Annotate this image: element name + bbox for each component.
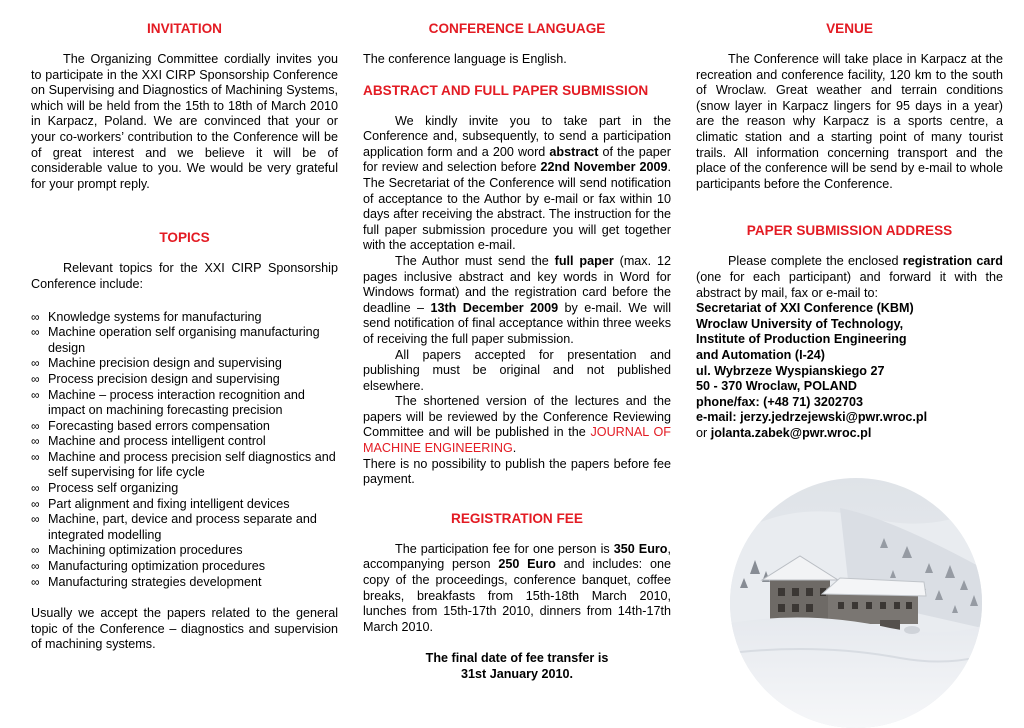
infinity-bullet-icon: ∞ [31, 559, 40, 574]
infinity-bullet-icon: ∞ [31, 512, 40, 527]
topics-heading: TOPICS [159, 230, 210, 246]
infinity-bullet-icon: ∞ [31, 325, 40, 340]
infinity-bullet-icon: ∞ [31, 496, 40, 511]
infinity-bullet-icon: ∞ [31, 356, 40, 371]
venue-text: The Conference will take place in Karpacz at the recreation and conference facility, 120 km to the south of Wroclaw. Great weather and terrain conditions (snow layer in Karpacz lingers for 95 days in a year) are the reason why Karpacz is a sports centre, a climatic station and a starting point of many tourist trails. All information concerning transport and the place of the conference will be send by e-mail to whole participants before the Conference. [696, 52, 1003, 191]
column-middle [363, 20, 671, 683]
phone-fax: phone/fax: (+48 71) 3202703 [696, 394, 863, 409]
fee-heading: REGISTRATION FEE [451, 510, 583, 526]
postal-address: Secretariat of XXI Conference (KBM) Wroclaw University of Technology, Institute of Production Engineering and Automation (I-24) ul. Wybrzeze Wyspianskiego 27 50 - 370 Wroclaw, POLAND phone/fax: (+48 71) 3202703 e-mail: jerzy.jedrzejewski@pwr.wroc.pl or jolanta.zabek@pwr.wroc.pl [696, 301, 928, 440]
topic-item: ∞ Forecasting based errors compensation [31, 418, 270, 433]
infinity-bullet-icon: ∞ [31, 574, 40, 589]
infinity-bullet-icon: ∞ [31, 418, 40, 433]
journal-name: JOURNAL OF MACHINE ENGINEERING [363, 425, 671, 456]
infinity-bullet-icon: ∞ [31, 481, 40, 496]
venue-heading: VENUE [826, 21, 873, 36]
address-heading: PAPER SUBMISSION ADDRESS [746, 223, 953, 239]
topic-item: ∞ Machine and process intelligent control [31, 434, 266, 449]
invitation-heading: INVITATION [146, 21, 222, 36]
topic-item: ∞ Manufacturing strategies development [31, 574, 262, 589]
submission-paragraph-5: There is no possibility to publish the papers before fee payment. [363, 456, 671, 487]
column-left [31, 20, 338, 653]
topics-closing: Usually we accept the papers related to the general topic of the Conference – diagnostics and supervision of machining systems. [31, 606, 338, 652]
infinity-bullet-icon: ∞ [31, 387, 40, 402]
address-line: and Automation (I-24) [696, 347, 825, 362]
topic-item: ∞ Machine and process precision self diagnostics and self supervising for life cycle [31, 449, 336, 480]
topics-list [31, 310, 338, 591]
language-text: The conference language is English. [363, 52, 567, 66]
submission-paragraph-2: The Author must send the full paper (max. 12 pages inclusive abstract and key words in Word for Windows format) and the registration card before the deadline – 13th December 2009 by e-mail. We will send notification of final acceptance within three weeks of receiving the full paper submission. [363, 253, 671, 346]
submission-paragraph-4: The shortened version of the lectures and the papers will be reviewed by the Conference Reviewing Committee and will be published in the JOURNAL OF MACHINE ENGINEERING. [363, 394, 671, 456]
infinity-bullet-icon: ∞ [31, 371, 40, 386]
submission-paragraph-1: We kindly invite you to take part in the Conference and, subsequently, to send a participation application form and a 200 word abstract of the paper for review and selection before 22nd November 2009. The Secretariat of the Conference will send notification of acceptance to the Author by e-mail or fax within 10 days after receiving the abstract. The instruction for the full paper submission procedure you will get together with the acceptation e-mail. [363, 113, 671, 253]
submission-paragraph-3: All papers accepted for presentation and publishing must be original and not published elsewhere. [363, 347, 671, 393]
fee-final-date: The final date of fee transfer is 31st January 2010. [425, 651, 609, 681]
snowy-lodge-illustration [730, 478, 982, 728]
address-line: ul. Wybrzeze Wyspianskiego 27 [696, 363, 885, 378]
topic-item: ∞ Machining optimization procedures [31, 543, 243, 558]
email-secondary[interactable]: jolanta.zabek@pwr.wroc.pl [710, 425, 872, 440]
address-intro: Please complete the enclosed registration card (one for each participant) and forward it with the abstract by mail, fax or e-mail to: [696, 254, 1003, 300]
topic-item: ∞ Process self organizing [31, 481, 179, 496]
email-primary[interactable]: e-mail: jerzy.jedrzejewski@pwr.wroc.pl [696, 410, 928, 425]
language-heading: CONFERENCE LANGUAGE [428, 21, 606, 36]
column-right [696, 20, 1003, 441]
topic-item: ∞ Machine operation self organising manufacturing design [31, 325, 320, 355]
invitation-text: The Organizing Committee cordially invites you to participate in the XXI CIRP Sponsorship Conference on Supervising and Diagnostics of Machining Systems, which will be held from the 15th to 18th of March 2010 in Karpacz, Poland. We are convinced that your or your co-workers’ contribution to the Conference will be of great interest and we believe it will be of considerable value to you. We would be very grateful for your prompt reply. [31, 52, 338, 191]
topic-item: ∞ Process precision design and supervising [31, 371, 280, 386]
submission-heading: ABSTRACT AND FULL PAPER SUBMISSION [363, 82, 649, 98]
address-line: Wroclaw University of Technology, [696, 316, 904, 331]
infinity-bullet-icon: ∞ [31, 543, 40, 558]
topics-intro: Relevant topics for the XXI CIRP Sponsorship Conference include: [31, 261, 338, 291]
fee-text: The participation fee for one person is 350 Euro, accompanying person 250 Euro and includes: one copy of the proceedings, conference banquet, coffee breaks, breakfasts from 15th-18th March 2010, lunches from 15th-17th 2010, dinners from 14th-17th March 2010. [363, 541, 671, 634]
lodge-annex [822, 578, 926, 624]
topic-item: ∞ Part alignment and fixing intelligent devices [31, 496, 290, 511]
topic-item: ∞ Machine – process interaction recognition and impact on machining forecasting precision [31, 387, 305, 418]
topic-item: ∞ Machine precision design and supervising [31, 356, 282, 371]
venue-photo [730, 478, 982, 728]
topic-item: ∞ Knowledge systems for manufacturing [31, 309, 262, 324]
topic-item: ∞ Machine, part, device and process separate and integrated modelling [31, 512, 317, 542]
topic-item: ∞ Manufacturing optimization procedures [31, 559, 266, 574]
address-line: Secretariat of XXI Conference (KBM) [696, 301, 914, 316]
address-line: 50 - 370 Wroclaw, POLAND [696, 379, 857, 394]
address-line: Institute of Production Engineering [696, 332, 907, 347]
infinity-bullet-icon: ∞ [31, 434, 40, 449]
infinity-bullet-icon: ∞ [31, 449, 40, 464]
infinity-bullet-icon: ∞ [31, 309, 40, 324]
